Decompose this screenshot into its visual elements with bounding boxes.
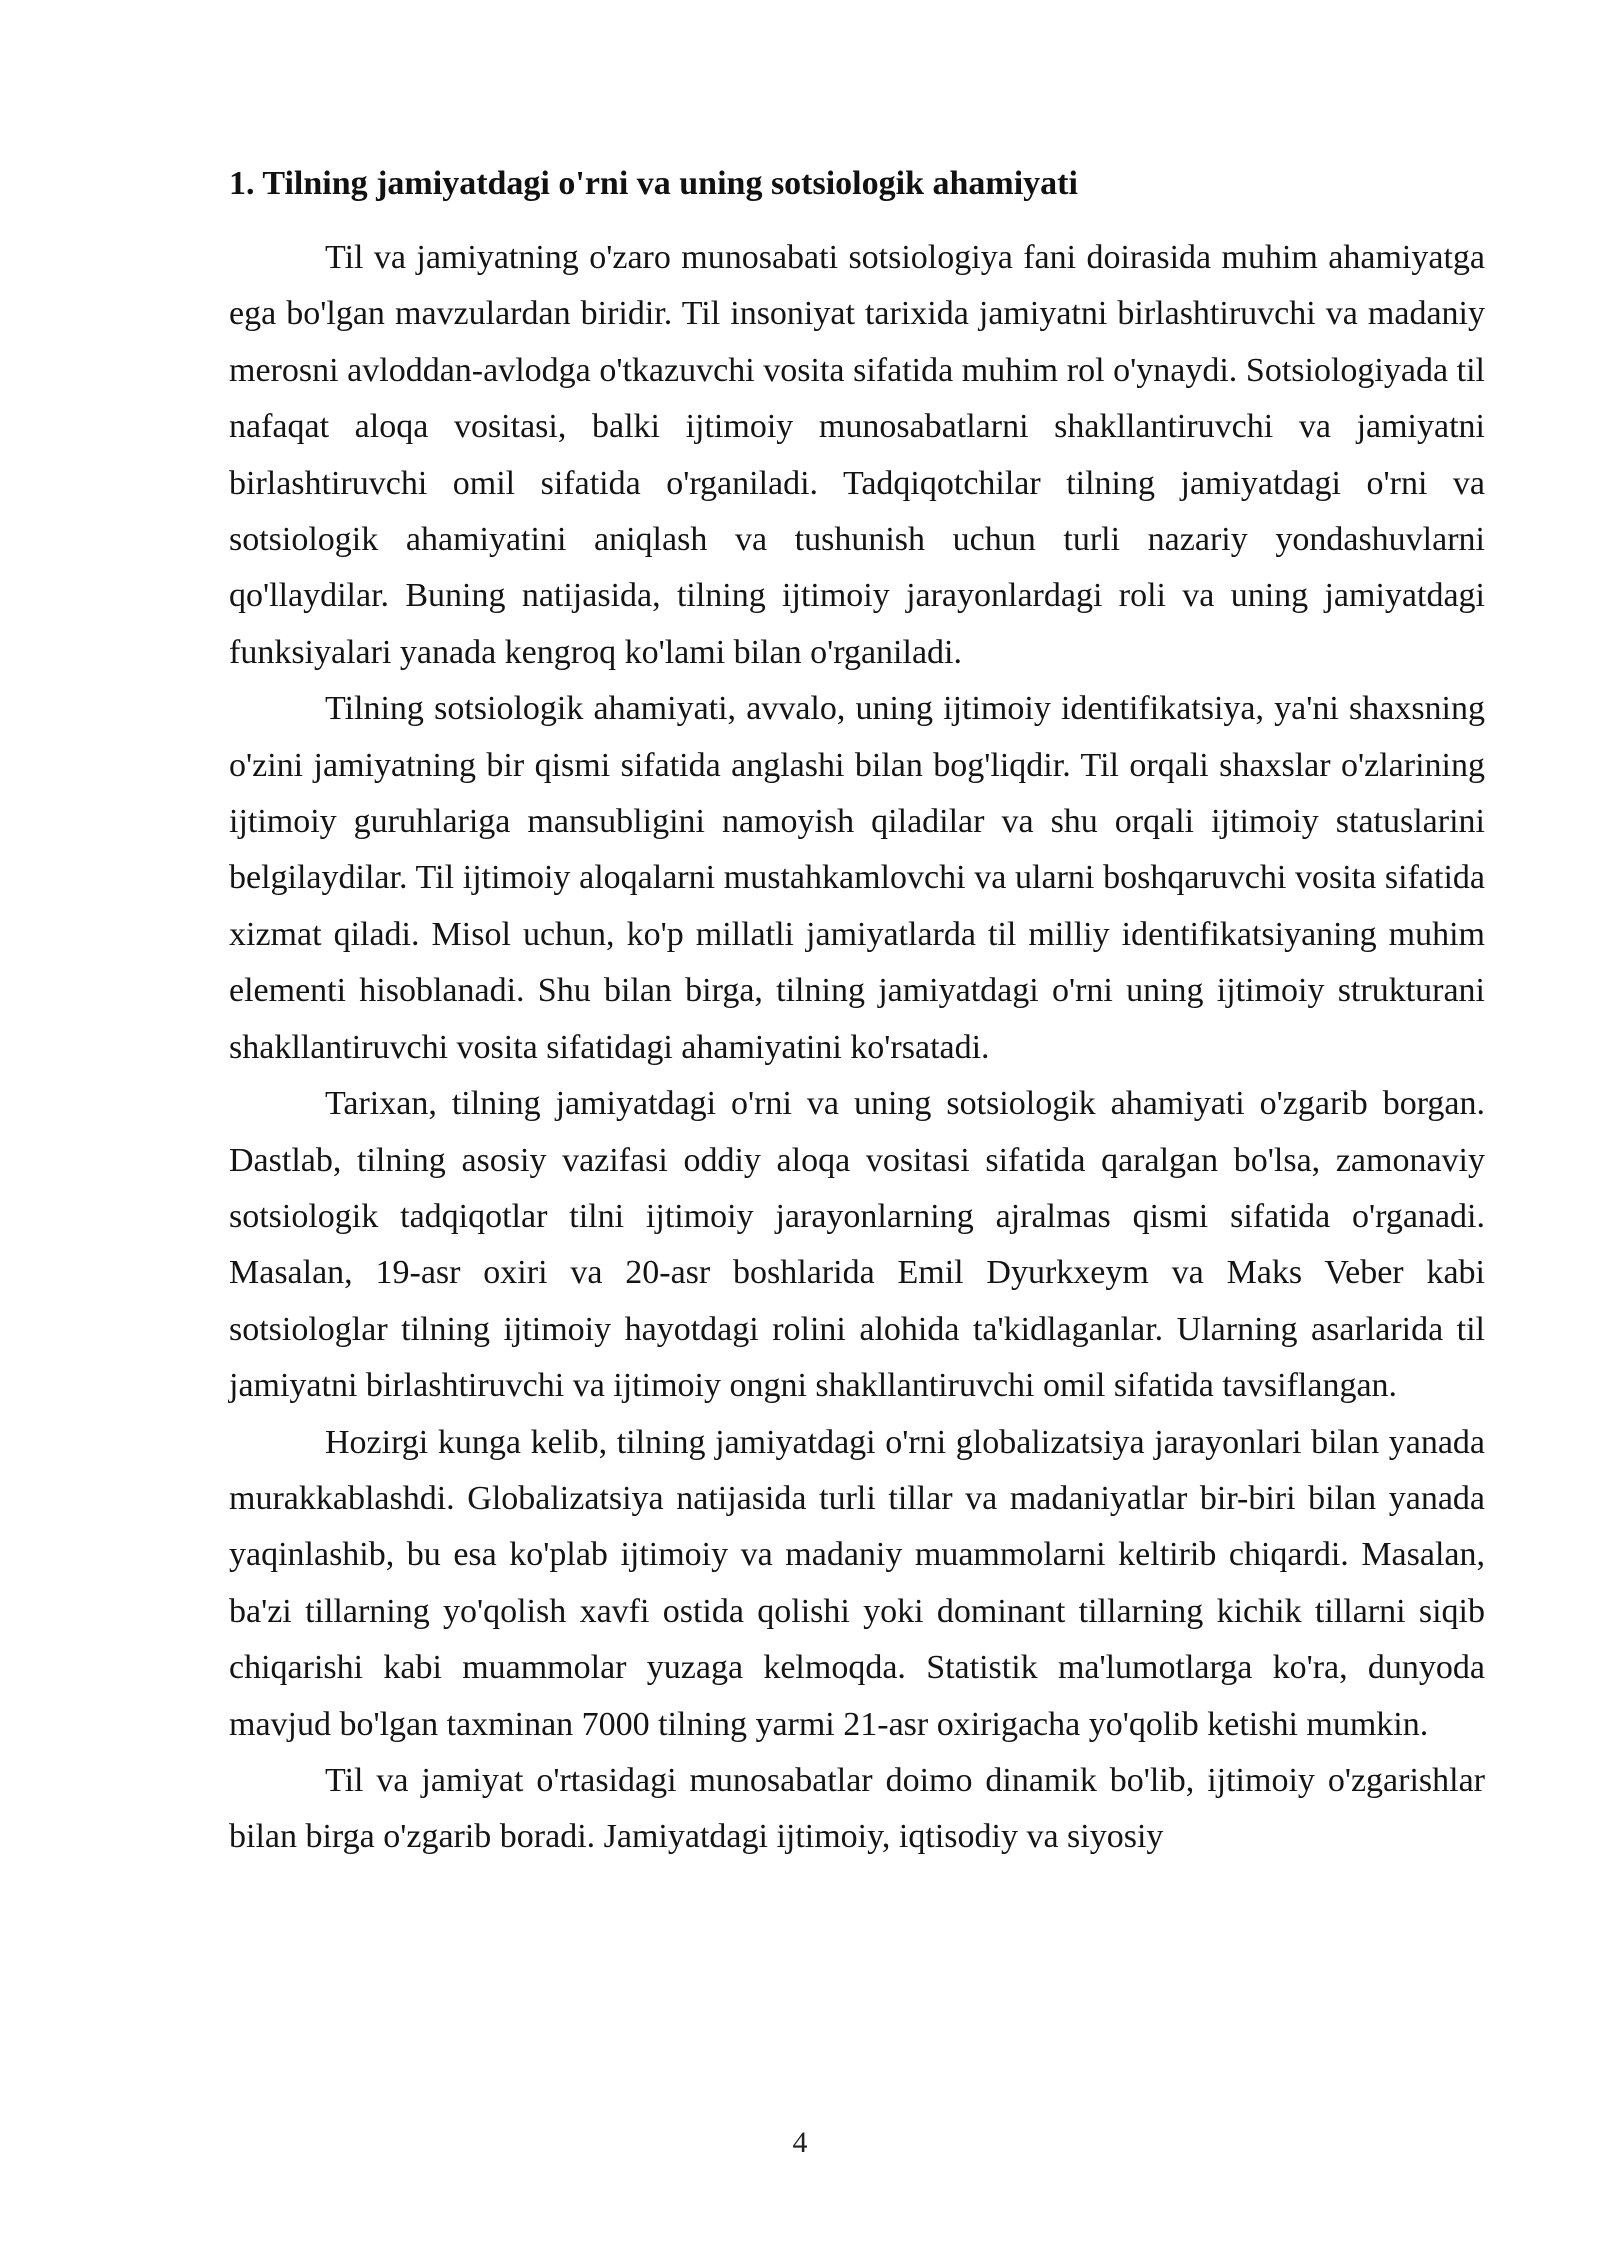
section-heading: 1. Tilning jamiyatdagi o'rni va uning sotsiologik ahamiyati: [229, 165, 1078, 202]
paragraph-4: Hozirgi kunga kelib, tilning jamiyatdagi o'rni globalizatsiya jarayonlari bilan yanada murakkablashdi. Globalizatsiya natijasida turli tillar va madaniyatlar bir-biri bilan yanada yaqinlashib, bu esa ko'plab ijtimoiy va madaniy muammolarni keltirib chiqardi. Masalan, ba'zi tillarning yo'qolish xavfi ostida qolishi yoki dominant tillarning kichik tillarni siqib chiqarishi kabi muammolar yuzaga kelmoqda. Statistik ma'lumotlarga ko'ra, dunyoda mavjud bo'lgan taxminan 7000 tilning yarmi 21-asr oxirigacha yo'qolib ketishi mumkin.: [229, 1423, 1485, 1743]
paragraph-5: Til va jamiyat o'rtasidagi munosabatlar doimo dinamik bo'lib, ijtimoiy o'zgarishlar bilan birga o'zgarib boradi. Jamiyatdagi ijtimoiy, iqtisodiy va siyosiy: [229, 1761, 1485, 1856]
page-number: 4: [792, 2126, 808, 2159]
paragraph-2: Tilning sotsiologik ahamiyati, avvalo, uning ijtimoiy identifikatsiya, ya'ni shaxsning o'zini jamiyatning bir qismi sifatida anglashi bilan bog'liqdir. Til orqali shaxslar o'zlarining ijtimoiy guruhlariga mansubligini namoyish qiladilar va shu orqali ijtimoiy statuslarini belgilaydilar. Til ijtimoiy aloqalarni mustahkamlovchi va ularni boshqaruvchi vosita sifatida xizmat qiladi. Misol uchun, ko'p millatli jamiyatlarda til milliy identifikatsiyaning muhim elementi hisoblanadi. Shu bilan birga, tilning jamiyatdagi o'rni uning ijtimoiy strukturani shakllantiruvchi vosita sifatidagi ahamiyatini ko'rsatadi.: [229, 690, 1485, 1066]
paragraph-3: Tarixan, tilning jamiyatdagi o'rni va uning sotsiologik ahamiyati o'zgarib borgan. Dastlab, tilning asosiy vazifasi oddiy aloqa vositasi sifatida qaralgan bo'lsa, zamonaviy sotsiologik tadqiqotlar tilni ijtimoiy jarayonlarning ajralmas qismi sifatida o'rganadi. Masalan, 19-asr oxiri va 20-asr boshlarida Emil Dyurkxeym va Maks Veber kabi sotsiologlar tilning ijtimoiy hayotdagi rolini alohida ta'kidlaganlar. Ularning asarlarida til jamiyatni birlashtiruvchi va ijtimoiy ongni shakllantiruvchi omil sifatida tavsiflangan.: [229, 1085, 1485, 1405]
paragraph-1: Til va jamiyatning o'zaro munosabati sotsiologiya fani doirasida muhim ahamiyatga ega bo'lgan mavzulardan biridir. Til insoniyat tarixida jamiyatni birlashtiruvchi va madaniy merosni avloddan-avlodga o'tkazuvchi vosita sifatida muhim rol o'ynaydi. Sotsiologiyada til nafaqat aloqa vositasi, balki ijtimoiy munosabatlarni shakllantiruvchi va jamiyatni birlashtiruvchi omil sifatida o'rganiladi. Tadqiqotchilar tilning jamiyatdagi o'rni va sotsiologik ahamiyatini aniqlash va tushunish uchun turli nazariy yondashuvlarni qo'llaydilar. Buning natijasida, tilning ijtimoiy jarayonlardagi roli va uning jamiyatdagi funksiyalari yanada kengroq ko'lami bilan o'rganiladi.: [229, 239, 1485, 671]
page-content: [229, 156, 1485, 1866]
